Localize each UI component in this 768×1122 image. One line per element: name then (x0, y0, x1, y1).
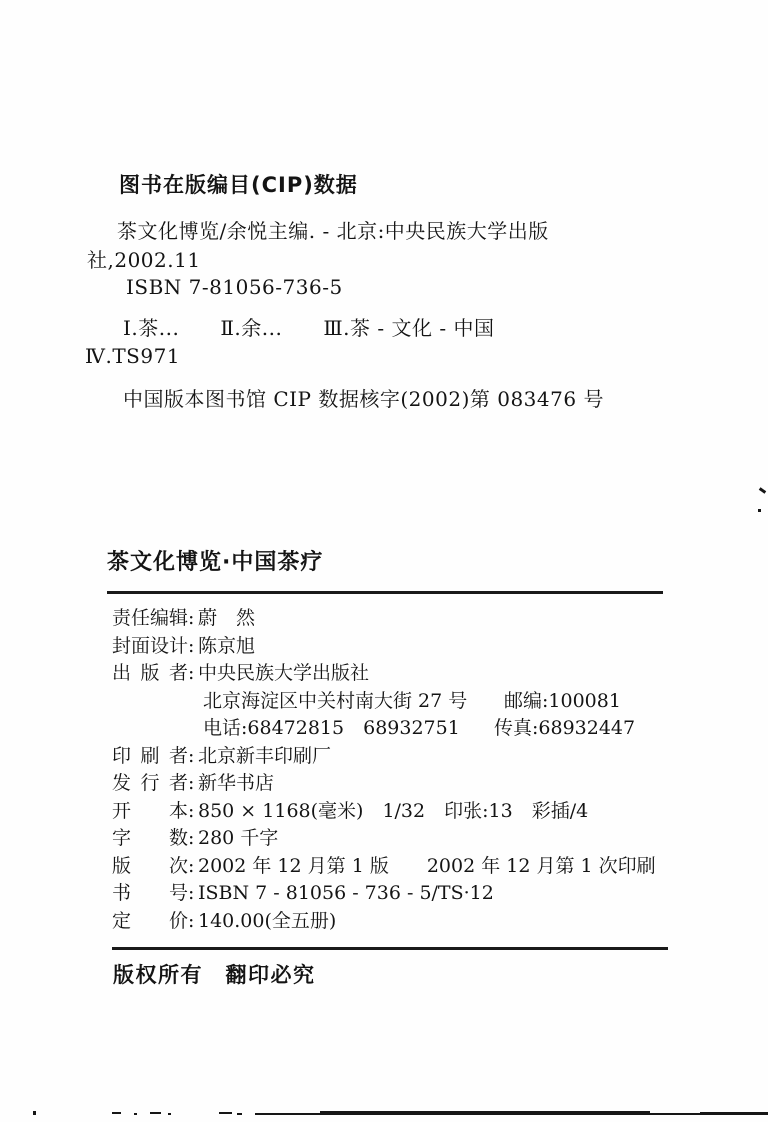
scan-artifact (134, 1113, 137, 1115)
detail-colon: : (188, 854, 195, 877)
publication-detail-row (112, 605, 712, 633)
publication-detail-row (112, 853, 712, 881)
scan-artifact (112, 1112, 121, 1114)
scan-artifact (150, 1112, 161, 1114)
detail-value: 2002 年 12 月第 1 版 2002 年 12 月第 1 次印刷 (198, 854, 656, 877)
detail-value: 140.00(全五册) (198, 909, 337, 932)
title-divider-rule (107, 591, 663, 594)
detail-value: 850 × 1168(毫米) 1/32 印张:13 彩插/4 (198, 799, 589, 822)
publication-detail-row (112, 715, 712, 743)
copyright-divider-rule (112, 947, 668, 950)
detail-colon: : (188, 634, 195, 657)
publication-detail-row (112, 660, 712, 688)
publication-detail-row (112, 688, 712, 716)
detail-colon: : (188, 744, 195, 767)
detail-label: 发行者 (112, 772, 188, 794)
publication-detail-row (112, 798, 712, 826)
detail-label: 版次 (112, 854, 188, 877)
detail-colon: : (188, 827, 195, 849)
scan-artifact (320, 1111, 650, 1115)
detail-label: 出版者 (112, 662, 188, 684)
detail-value: ISBN 7 - 81056 - 736 - 5/TS·12 (198, 882, 494, 904)
detail-colon: : (188, 662, 195, 684)
publication-detail-row (112, 825, 712, 853)
detail-label: 定价 (112, 909, 188, 932)
cip-entry-line1: 茶文化博览/余悦主编. - 北京:中央民族大学出版 (117, 219, 549, 243)
scan-artifact (758, 509, 761, 512)
detail-label: 开本 (112, 799, 188, 822)
copyright-notice: 版权所有 翻印必究 (113, 963, 316, 987)
detail-colon: : (188, 607, 195, 629)
scan-artifact (168, 1113, 171, 1115)
publication-details-list (112, 605, 712, 935)
detail-value: 蔚 然 (198, 607, 256, 629)
detail-colon: : (188, 772, 195, 794)
publication-detail-row (112, 908, 712, 936)
detail-value: 新华书店 (198, 772, 275, 794)
cip-entry-line2: 社,2002.11 (87, 248, 201, 272)
cip-classification-line2: Ⅳ.TS971 (85, 344, 181, 368)
detail-label: 封面设计 (112, 634, 189, 657)
detail-colon: : (188, 799, 195, 822)
detail-value: 北京新丰印刷厂 (198, 744, 332, 767)
detail-extra: 邮编:100081 (504, 689, 621, 712)
scan-artifact (759, 487, 766, 493)
book-title: 茶文化博览·中国茶疗 (107, 550, 324, 575)
detail-value: 北京海淀区中关村南大街 27 号 (203, 689, 468, 712)
publication-detail-row (112, 770, 712, 798)
detail-colon: : (188, 909, 195, 932)
publication-detail-row (112, 633, 712, 661)
scan-artifact (237, 1113, 242, 1115)
scan-artifact (33, 1111, 36, 1115)
detail-value: 陈京旭 (198, 634, 256, 657)
cip-isbn: ISBN 7-81056-736-5 (126, 275, 343, 299)
cip-record-number: 中国版本图书馆 CIP 数据核字(2002)第 083476 号 (123, 387, 604, 411)
scan-artifact (700, 1112, 768, 1115)
detail-label: 书号 (112, 882, 188, 904)
detail-colon: : (188, 882, 195, 904)
publication-detail-row (112, 880, 712, 908)
detail-extra: 传真:68932447 (494, 717, 636, 739)
detail-value: 280 千字 (198, 827, 279, 849)
cip-heading: 图书在版编目(CIP)数据 (119, 173, 358, 197)
detail-label: 印刷者 (112, 744, 188, 767)
detail-label: 字数 (112, 827, 188, 849)
detail-label: 责任编辑 (112, 607, 189, 629)
scan-artifact (219, 1112, 232, 1114)
cip-classification-line1: Ⅰ.茶... Ⅱ.余... Ⅲ.茶 - 文化 - 中国 (123, 316, 495, 340)
detail-value: 中央民族大学出版社 (198, 662, 370, 684)
detail-value: 电话:68472815 68932751 (203, 717, 460, 739)
publication-detail-row (112, 743, 712, 771)
